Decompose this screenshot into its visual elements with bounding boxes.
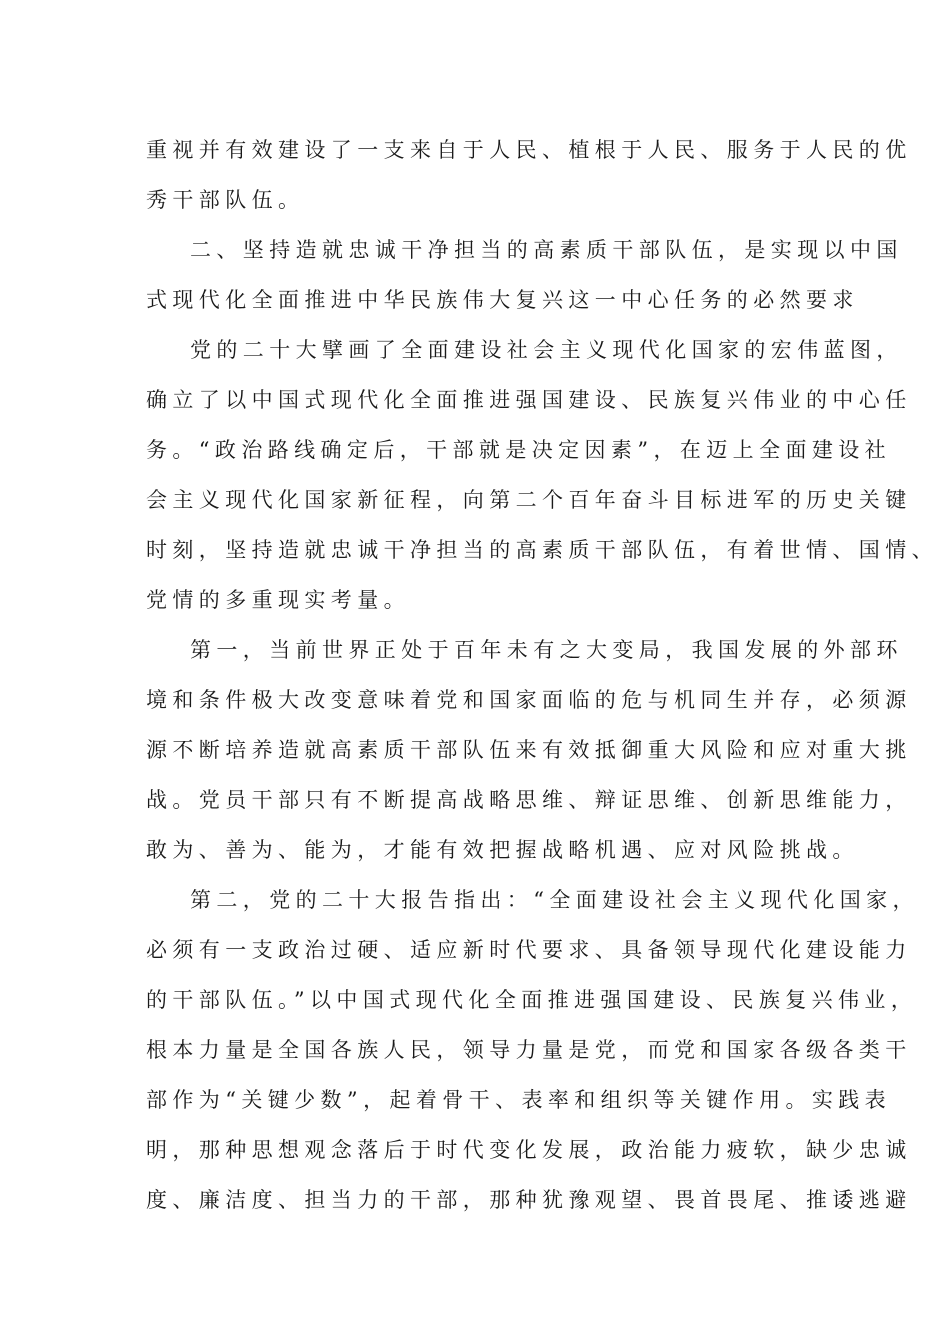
text-line-2: 秀干部队伍。 [146,188,305,212]
text-line-13: 源不断培养造就高素质干部队伍来有效抵御重大风险和应对重大挑 [146,738,912,762]
text-line-6: 确立了以中国式现代化全面推进强国建设、民族复兴伟业的中心任 [146,388,912,412]
text-line-1: 重视并有效建设了一支来自于人民、植根于人民、服务于人民的优 [146,138,912,162]
text-line-8: 会主义现代化国家新征程，向第二个百年奋斗目标进军的历史关键 [146,488,912,512]
text-line-12: 境和条件极大改变意味着党和国家面临的危与机同生并存，必须源 [146,688,912,712]
text-line-7: 务。“政治路线确定后，干部就是决定因素”，在迈上全面建设社 [146,438,892,462]
text-line-5: 党的二十大擘画了全面建设社会主义现代化国家的宏伟蓝图， [190,338,903,362]
text-line-15: 敢为、善为、能为，才能有效把握战略机遇、应对风险挑战。 [146,838,859,862]
text-line-18: 的干部队伍。”以中国式现代化全面推进强国建设、民族复兴伟业， [146,988,918,1012]
text-line-9: 时刻，坚持造就忠诚干净担当的高素质干部队伍，有着世情、国情、 [146,538,938,562]
text-line-21: 明，那种思想观念落后于时代变化发展，政治能力疲软，缺少忠诚 [146,1138,912,1162]
text-line-17: 必须有一支政治过硬、适应新时代要求、具备领导现代化建设能力 [146,938,912,962]
section-heading-line-1: 二、坚持造就忠诚干净担当的高素质干部队伍，是实现以中国 [190,238,903,262]
text-line-16: 第二，党的二十大报告指出：“全面建设社会主义现代化国家， [190,888,919,912]
text-line-19: 根本力量是全国各族人民，领导力量是党，而党和国家各级各类干 [146,1038,912,1062]
text-line-11: 第一，当前世界正处于百年未有之大变局，我国发展的外部环 [190,638,903,662]
section-heading-line-2: 式现代化全面推进中华民族伟大复兴这一中心任务的必然要求 [146,288,859,312]
text-line-14: 战。党员干部只有不断提高战略思维、辩证思维、创新思维能力， [146,788,912,812]
text-line-20: 部作为“关键少数”，起着骨干、表率和组织等关键作用。实践表 [146,1088,892,1112]
text-line-22: 度、廉洁度、担当力的干部，那种犹豫观望、畏首畏尾、推诿逃避 [146,1188,912,1212]
text-line-10: 党情的多重现实考量。 [146,588,410,612]
